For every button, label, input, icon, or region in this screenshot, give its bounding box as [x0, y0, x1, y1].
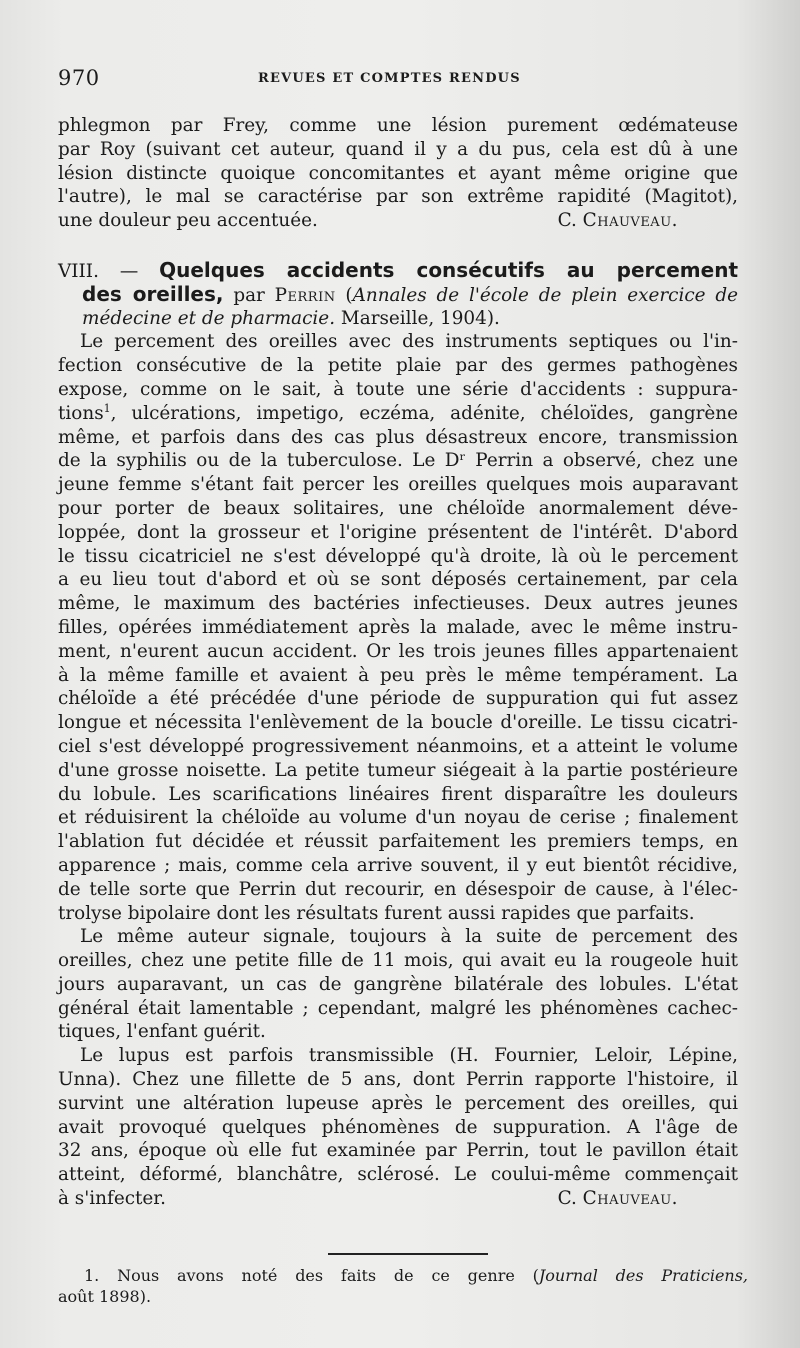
page-number: 970 [58, 66, 100, 90]
footnote-cont: août 1898). [58, 1287, 152, 1306]
text-line: même, le maximum des bactéries infectieuses. Deux autres jeunes [58, 593, 738, 615]
article-heading-cont: des oreilles, par Perrin (Annales de l'école de plein exercice de [82, 281, 738, 306]
page-header [58, 66, 738, 96]
text-line: général était lamentable ; cependant, malgré les phénomènes cachec- [58, 997, 738, 1019]
article-heading: VIII. — Quelques accidents consécutifs au percement [58, 257, 738, 282]
text-line: a eu lieu tout d'abord et où se sont déposés certainement, par cela [58, 569, 738, 591]
article-title: Quelques accidents consécutifs au percement [159, 257, 738, 282]
text-line: avait provoqué quelques phénomènes de suppuration. A l'âge de [58, 1116, 738, 1138]
text-line: atteint, déformé, blanchâtre, sclérosé. Le coului-même commençait [58, 1164, 738, 1186]
text-line: Le même auteur signale, toujours à la suite de percement des [80, 926, 738, 948]
text-line: apparence ; mais, comme cela arrive souvent, il y eut bientôt récidive, [58, 854, 738, 876]
article-viii [58, 259, 738, 1211]
text-line: chéloïde a été précédée d'une période de suppuration qui fut assez [58, 688, 738, 710]
text-line: tions$^1$, ulcérations, impetigo, eczéma, adénite, chéloïdes, gangrène [58, 401, 738, 424]
section-gap [58, 233, 738, 259]
article-author: Perrin [274, 284, 336, 306]
body-text [58, 114, 738, 1211]
text-line: filles, opérées immédiatement après la malade, avec le même instru- [58, 616, 738, 638]
text-line: même, et parfois dans des cas plus désastreux encore, transmission [58, 426, 738, 448]
text-line: expose, comme on le sait, à toute une série d'accidents : suppura- [58, 378, 738, 400]
article-citation: médecine et de pharmacie. Marseille, 1904). [82, 307, 500, 329]
text-line: une douleur peu accentuée. [58, 210, 318, 232]
text-line: le tissu cicatriciel ne s'est développé qu'à droite, là où le percement [58, 545, 738, 567]
text-line: l'ablation fut décidée et réussit parfaitement les premiers temps, en [58, 831, 738, 853]
footnotes [58, 1265, 748, 1307]
text-line: jours auparavant, un cas de gangrène bilatérale des lobules. L'état [58, 973, 738, 995]
text-line: de telle sorte que Perrin dut recourir, en désespoir de cause, à l'élec- [58, 878, 738, 900]
text-line: du lobule. Les scarifications linéaires firent disparaître les douleurs [58, 783, 738, 805]
journal-title: Annales de l'école de plein exercice de [352, 284, 738, 306]
article-signature: C. Chauveau. [557, 1188, 678, 1210]
signature-row [58, 209, 738, 233]
text-line: Unna). Chez une fillette de 5 ans, dont Perrin rapporte l'histoire, il [58, 1069, 738, 1091]
text-line: jeune femme s'étant fait percer les oreilles quelques mois auparavant [58, 474, 738, 496]
text-line: phlegmon par Frey, comme une lésion purement œdémateuse [58, 115, 738, 136]
review-signature: C. Chauveau. [557, 210, 678, 232]
signature-row [58, 1187, 738, 1211]
text-line: de la syphilis ou de la tuberculose. Le Dʳ Perrin a observé, chez une [58, 450, 738, 472]
text-line: tiques, l'enfant guérit. [58, 1021, 266, 1043]
text-line: d'une grosse noisette. La petite tumeur siégeait à la partie postérieure [58, 759, 738, 781]
text-line: ciel s'est développé progressivement néanmoins, et a atteint le volume [58, 735, 738, 757]
text-line: loppée, dont la grosseur et l'origine présentent de l'intérêt. D'abord [58, 521, 738, 543]
text-line: 32 ans, époque où elle fut examinée par Perrin, tout le pavillon était [58, 1140, 738, 1162]
footnote: 1. Nous avons noté des faits de ce genre (Journal des Praticiens, [84, 1266, 749, 1285]
text-line: oreilles, chez une petite fille de 11 mois, qui avait eu la rougeole huit [58, 950, 738, 972]
text-line: Le percement des oreilles avec des instruments septiques ou l'in- [80, 331, 738, 353]
previous-review [58, 114, 738, 233]
text-line: l'autre), le mal se caractérise par son extrême rapidité (Magitot), [58, 186, 738, 208]
text-line: lésion distincte quoique concomitantes et ayant même origine que [58, 162, 738, 184]
text-line: longue et nécessita l'enlèvement de la boucle d'oreille. Le tissu cicatri- [58, 712, 738, 734]
text-line: pour porter de beaux solitaires, une chéloïde anormalement déve- [58, 497, 738, 519]
text-line: trolyse bipolaire dont les résultats furent aussi rapides que parfaits. [58, 902, 695, 924]
text-line: survint une altération lupeuse après le percement des oreilles, qui [58, 1092, 738, 1114]
text-line: et réduisirent la chéloïde au volume d'un noyau de cerise ; finalement [58, 807, 738, 829]
text-line: par Roy (suivant cet auteur, quand il y a du pus, cela est dû à une [58, 138, 738, 160]
text-line: ment, n'eurent aucun accident. Or les trois jeunes filles appartenaient [58, 640, 738, 662]
text-line: Le lupus est parfois transmissible (H. Fournier, Leloir, Lépine, [80, 1045, 738, 1067]
text-line: à la même famille et avaient à peu près le même tempérament. La [58, 664, 738, 686]
running-head: REVUES ET COMPTES RENDUS [258, 71, 521, 86]
footnote-divider [328, 1253, 488, 1255]
text-line: à s'infecter. [58, 1188, 166, 1210]
text-line: fection consécutive de la petite plaie par des germes pathogènes [58, 355, 738, 377]
footnote-ref: 1 [103, 401, 111, 415]
